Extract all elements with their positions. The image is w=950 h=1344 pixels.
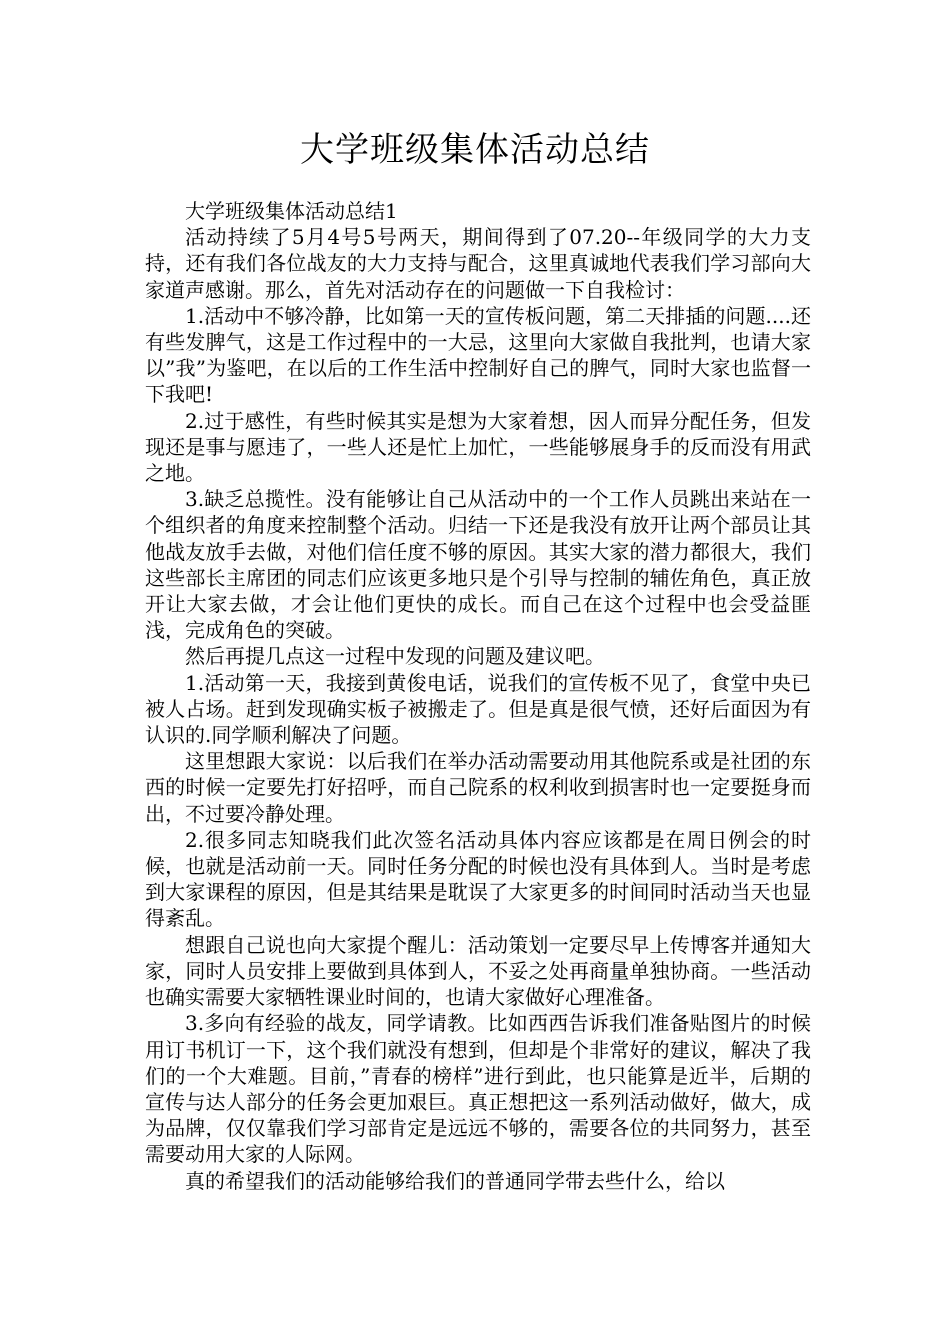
paragraph-point-1: 1.活动中不够冷静，比如第一天的宣传板问题，第二天排插的问题....还有些发脾气，这是工作过程中的一大忌，这里向大家做自我批判，也请大家以”我”为鉴吧，在以后的工作生活中控制好自己的脾气，同时大家也监督一下我吧!: [145, 303, 811, 407]
paragraph-intro: 活动持续了5月4号5号两天，期间得到了07.20--年级同学的大力支持，还有我们各位战友的大力支持与配合，这里真诚地代表我们学习部向大家道声感谢。那么，首先对活动存在的问题做一下自我检讨：: [145, 225, 811, 302]
document-body: [145, 198, 811, 1194]
paragraph-closing: 真的希望我们的活动能够给我们的普通同学带去些什么，给以: [185, 1168, 725, 1193]
paragraph-issue-1: 1.活动第一天，我接到黄俊电话，说我们的宣传板不见了，食堂中央已被人占场。赶到发现确实板子被搬走了。但是真是很气愤，还好后面因为有认识的.同学顺利解决了问题。: [145, 670, 811, 748]
paragraph-issue-3: 3.多向有经验的战友，同学请教。比如西西告诉我们准备贴图片的时候用订书机订一下，这个我们就没有想到，但却是个非常好的建议，解决了我们的一个大难题。目前，”青春的榜样”进行到此，也只能算是近半，后期的宣传与达人部分的任务会更加艰巨。真正想把这一系列活动做好，做大，成为品牌，仅仅靠我们学习部肯定是远远不够的，需要各位的共同努力，甚至需要动用大家的人际网。: [145, 1011, 811, 1167]
paragraph-advice-1: 这里想跟大家说：以后我们在举办活动需要动用其他院系或是社团的东西的时候一定要先打好招呼，而自己院系的权利收到损害时也一定要挺身而出，不过要冷静处理。: [145, 749, 811, 826]
document-title: 大学班级集体活动总结: [300, 130, 650, 170]
paragraph-advice-2: 想跟自己说也向大家提个醒儿：活动策划一定要尽早上传博客并通知大家，同时人员安排上要做到具体到人，不妥之处再商量单独协商。一些活动也确实需要大家牺牲课业时间的，也请大家做好心理准备。: [145, 932, 811, 1010]
paragraph-point-2: 2.过于感性，有些时候其实是想为大家着想，因人而异分配任务，但发现还是事与愿违了，一些人还是忙上加忙，一些能够展身手的反而没有用武之地。: [145, 408, 811, 486]
paragraph-issue-2: 2.很多同志知晓我们此次签名活动具体内容应该都是在周日例会的时候，也就是活动前一天。同时任务分配的时候也没有具体到人。当时是考虑到大家课程的原因，但是其结果是耽误了大家更多的时间同时活动当天也显得紊乱。: [145, 827, 811, 931]
paragraph-subtitle: 大学班级集体活动总结1: [185, 199, 398, 223]
paragraph-point-3: 3.缺乏总揽性。没有能够让自己从活动中的一个工作人员跳出来站在一个组织者的角度来控制整个活动。归结一下还是我没有放开让两个部员让其他战友放手去做，对他们信任度不够的原因。其实大家的潜力都很大，我们这些部长主席团的同志们应该更多地只是个引导与控制的辅佐角色，真正放开让大家去做，才会让他们更快的成长。而自己在这个过程中也会受益匪浅，完成角色的突破。: [145, 487, 811, 643]
paragraph-transition: 然后再提几点这一过程中发现的问题及建议吧。: [185, 644, 605, 669]
